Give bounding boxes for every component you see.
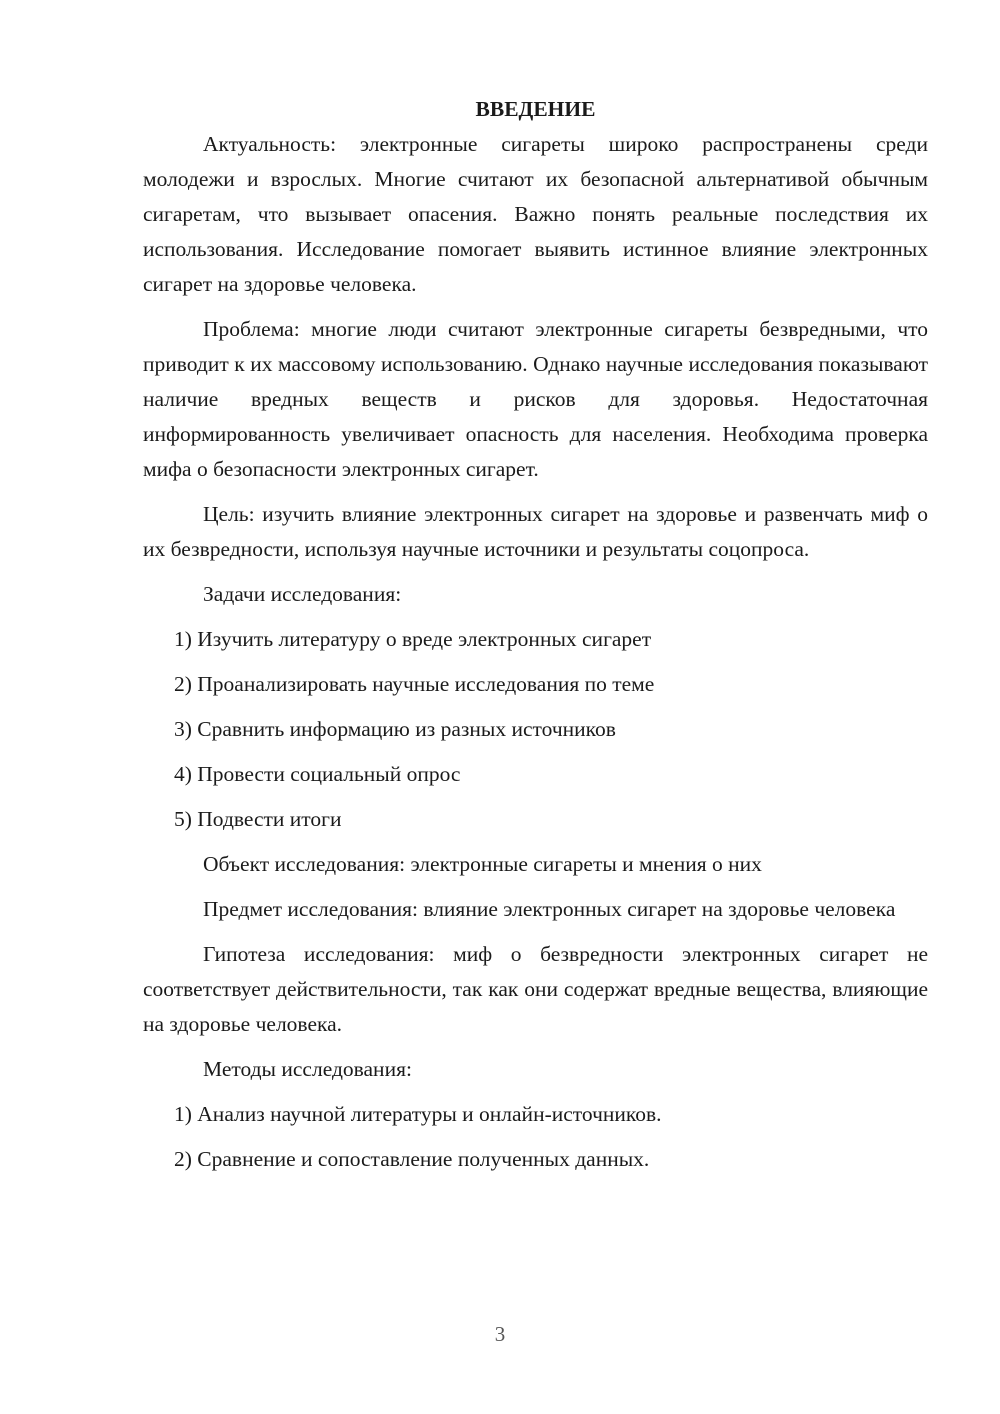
hypothesis-paragraph: Гипотеза исследования: миф о безвредности электронных сигарет не соответствует действительности, так как они содержат вредные вещества, влияющие на здоровье человека. [143,942,928,1036]
list-item: 2) Проанализировать научные исследования по теме [174,672,655,696]
relevance-paragraph: Актуальность: электронные сигареты широко распространены среди молодежи и взрослых. Многие считают их безопасной альтернативой обычным сигаретам, что вызывает опасения. Важно понять реальные последствия их использования. Исследование помогает выявить истинное влияние электронных сигарет на здоровье человека. [143,132,928,296]
tasks-heading: Задачи исследования: [203,582,402,606]
list-item: 2) Сравнение и сопоставление полученных данных. [174,1147,650,1171]
list-item: 3) Сравнить информацию из разных источников [174,717,616,741]
methods-list [143,1097,928,1177]
section-title: ВВЕДЕНИЕ [475,97,596,121]
methods-heading: Методы исследования: [203,1057,412,1081]
document-page [143,92,928,1187]
list-item: 1) Анализ научной литературы и онлайн-источников. [174,1102,662,1126]
subject-paragraph: Предмет исследования: влияние электронных сигарет на здоровье человека [203,897,896,921]
list-item: 4) Провести социальный опрос [174,762,461,786]
page-number: 3 [494,1322,506,1346]
object-paragraph: Объект исследования: электронные сигареты и мнения о них [203,852,762,876]
list-item: 1) Изучить литературу о вреде электронных сигарет [174,627,652,651]
problem-paragraph: Проблема: многие люди считают электронные сигареты безвредными, что приводит к их массовому использованию. Однако научные исследования показывают наличие вредных веществ и рисков для здоровья. Недостаточная информированность увеличивает опасность для населения. Необходима проверка мифа о безопасности электронных сигарет. [143,317,928,481]
tasks-list [143,622,928,837]
goal-paragraph: Цель: изучить влияние электронных сигарет на здоровье и развенчать миф о их безвредности, используя научные источники и результаты соцопроса. [143,502,928,561]
list-item: 5) Подвести итоги [174,807,342,831]
